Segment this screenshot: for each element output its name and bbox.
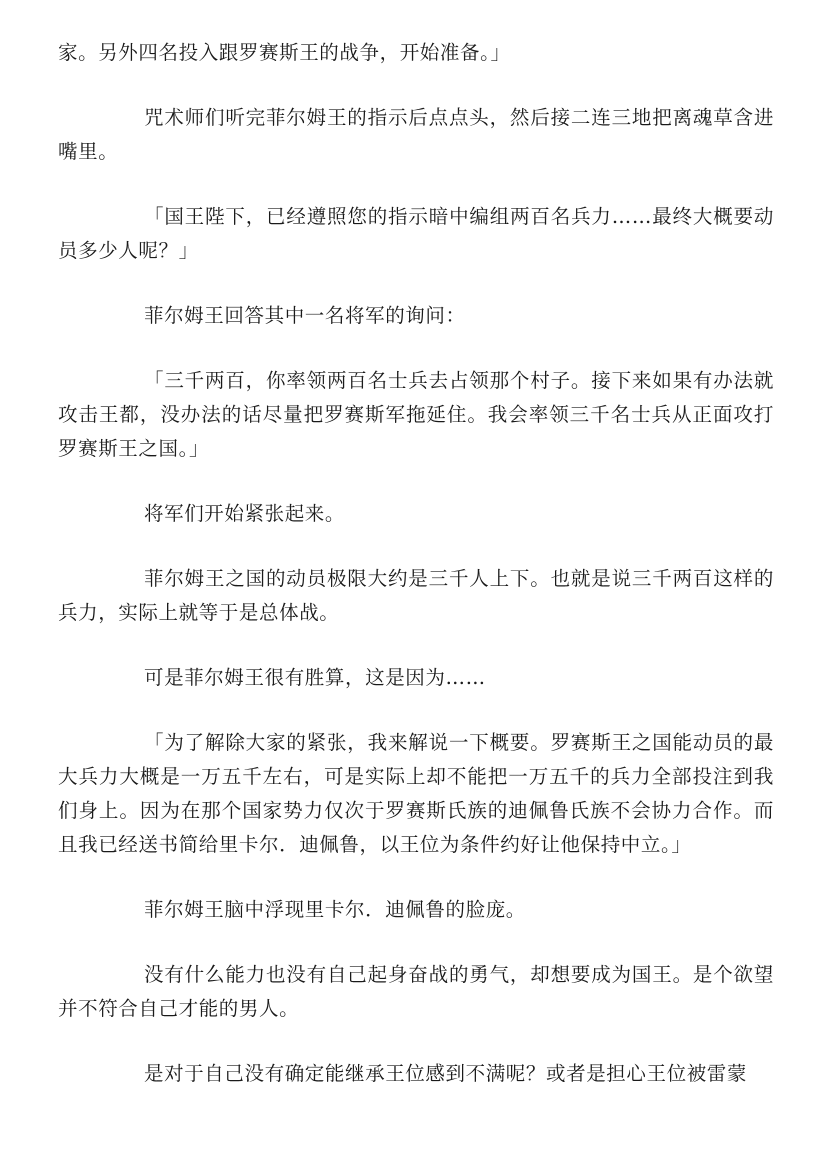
- paragraph-dialogue: 「国王陛下，已经遵照您的指示暗中编组两百名兵力……最终大概要动员多少人呢？」: [58, 205, 774, 262]
- paragraph-dialogue: 「为了解除大家的紧张，我来解说一下概要。罗赛斯王之国能动员的最大兵力大概是一万五千左右，可是实际上却不能把一万五千的兵力全部投注到我们身上。因为在那个国家势力仅次于罗赛斯氏族的迪佩鲁氏族不会协力合作。而且我已经送书简给里卡尔．迪佩鲁，以王位为条件约好让他保持中立。」: [58, 731, 774, 856]
- document-page: [58, 36, 774, 1091]
- paragraph-dialogue: 「三千两百，你率领两百名士兵去占领那个村子。接下来如果有办法就攻击王都，没办法的话尽量把罗赛斯军拖延住。我会率领三千名士兵从正面攻打罗赛斯王之国。」: [58, 369, 774, 460]
- paragraph-truncated: 是对于自己没有确定能继承王位感到不满呢？或者是担心王位被雷蒙: [144, 1062, 748, 1085]
- paragraph: 菲尔姆王之国的动员极限大约是三千人上下。也就是说三千两百这样的兵力，实际上就等于是总体战。: [58, 567, 774, 624]
- paragraph: 将军们开始紧张起来。: [144, 502, 346, 525]
- paragraph: 没有什么能力也没有自己起身奋战的勇气，却想要成为国王。是个欲望并不符合自己才能的男人。: [58, 963, 774, 1020]
- paragraph-continued: 家。另外四名投入跟罗赛斯王的战争，开始准备。」: [58, 41, 511, 64]
- paragraph: 菲尔姆王回答其中一名将军的询问：: [144, 304, 466, 327]
- paragraph: 咒术师们听完菲尔姆王的指示后点点头，然后接二连三地把离魂草含进嘴里。: [58, 106, 774, 163]
- paragraph: 可是菲尔姆王很有胜算，这是因为……: [144, 666, 486, 689]
- paragraph: 菲尔姆王脑中浮现里卡尔．迪佩鲁的脸庞。: [144, 898, 526, 921]
